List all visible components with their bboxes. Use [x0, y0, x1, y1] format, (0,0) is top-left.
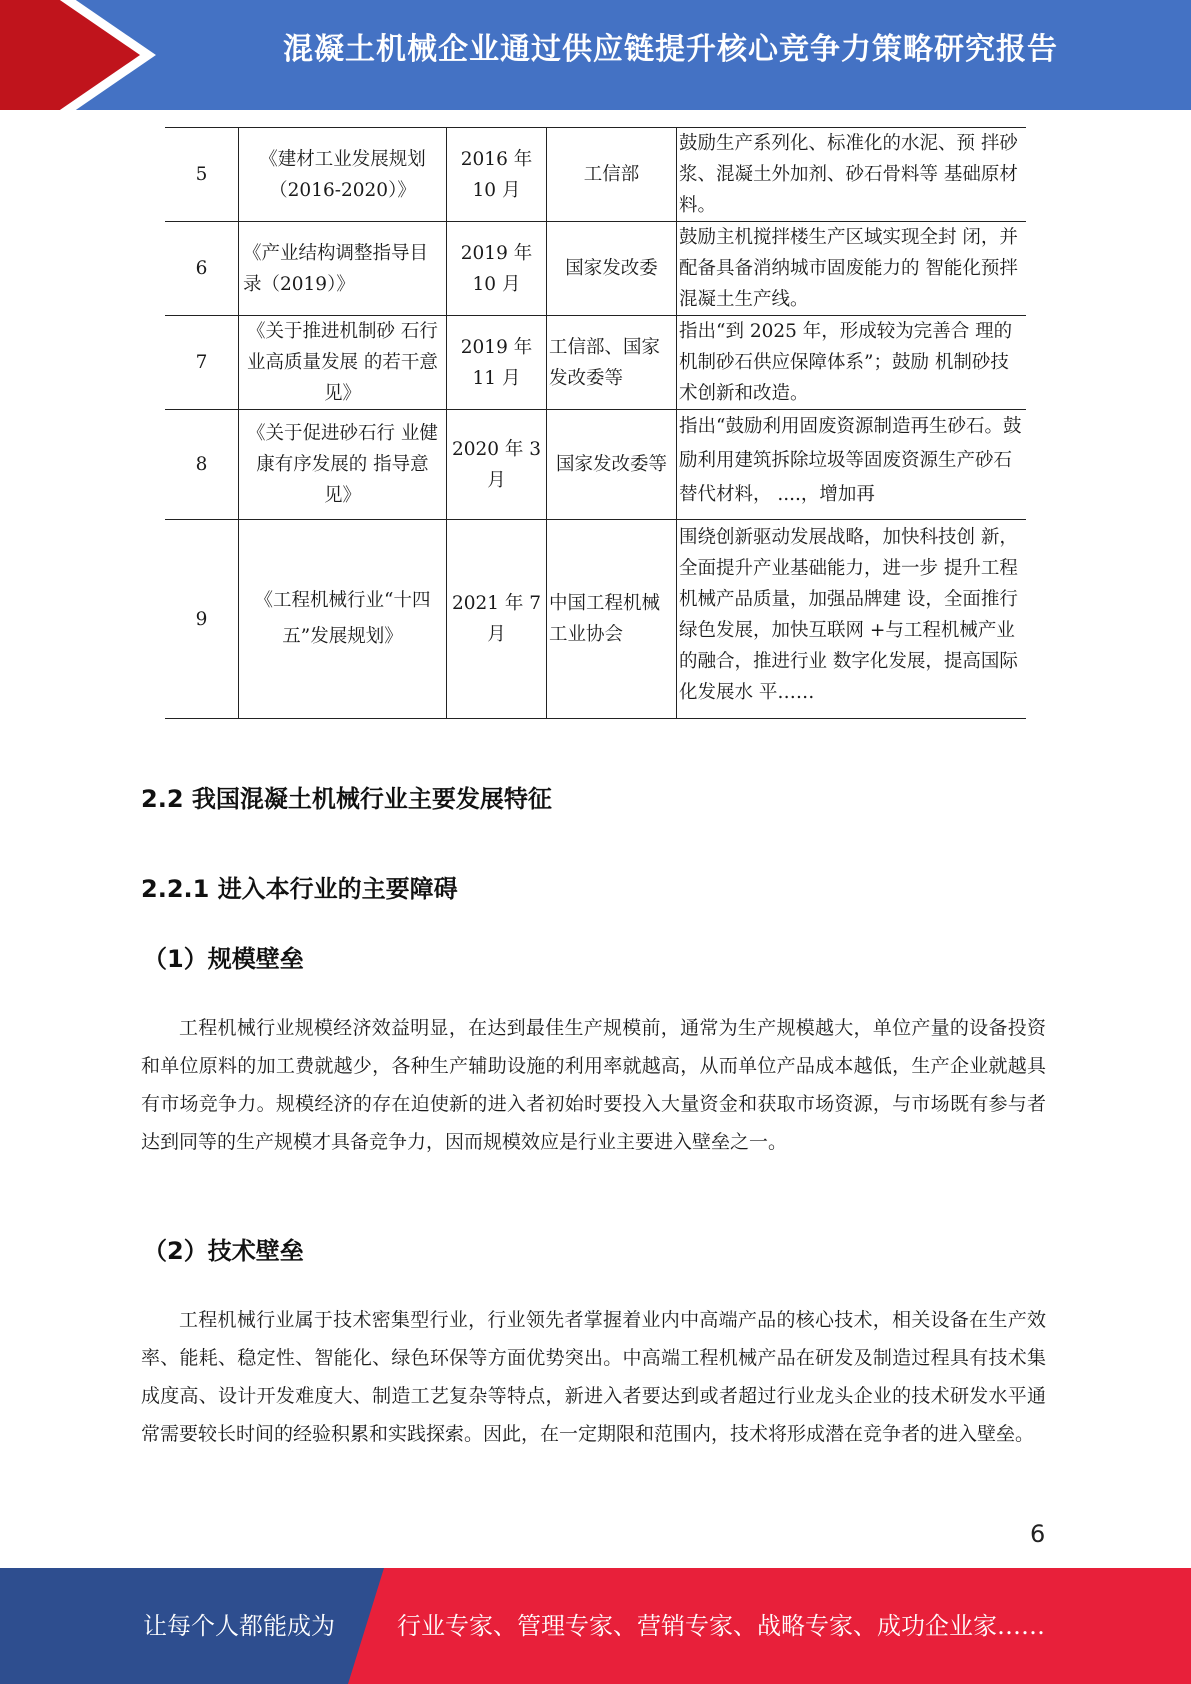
footer-slogan-right: 行业专家、管理专家、营销专家、战略专家、成功企业家……: [397, 1612, 1045, 1640]
page-header: [0, 0, 1191, 110]
policy-name: 《关于促进砂石行 业健康有序发展的 指导意见》: [239, 410, 447, 520]
paragraph-tech-barrier: 工程机械行业属于技术密集型行业，行业领先者掌握着业内中高端产品的核心技术，相关设备在生产效率、能耗、稳定性、智能化、绿色环保等方面优势突出。中高端工程机械产品在研发及制造过程具有技术集成度高、设计开发难度大、制造工艺复杂等特点，新进入者要达到或者超过行业龙头企业的技术研发水平通常需要较长时间的经验积累和实践探索。因此，在一定期限和范围内，技术将形成潜在竞争者的进入壁垒。: [141, 1309, 1046, 1445]
page-footer: [0, 1568, 1191, 1684]
table-row: [165, 128, 1026, 222]
row-number: 7: [165, 316, 239, 410]
row-number: 6: [165, 222, 239, 316]
policy-date: 2019 年 10 月: [447, 222, 547, 316]
item-heading-tech-barrier: （2）技术壁垒: [143, 1237, 304, 1265]
policy-date: 2021 年 7 月: [447, 520, 547, 719]
policy-description: 指出“鼓励利用固废资源制造再生砂石。鼓励利用建筑拆除垃圾等固废资源生产砂石替代材料， ....，增加再: [677, 410, 1027, 520]
table-row: [165, 222, 1026, 316]
policy-description: 鼓励主机搅拌楼生产区域实现全封 闭，并配备具备消纳城市固废能力的 智能化预拌混凝土生产线。: [677, 222, 1027, 316]
policy-table: [165, 127, 1026, 719]
policy-name: 《工程机械行业“十四五”发展规划》: [239, 520, 447, 719]
report-title: 混凝土机械企业通过供应链提升核心竞争力策略研究报告: [283, 32, 1058, 67]
footer-slogan-left: 让每个人都能成为: [143, 1612, 335, 1640]
policy-department: 国家发改委: [547, 222, 677, 316]
table-row: [165, 520, 1026, 719]
policy-name: 《建材工业发展规划（2016-2020）》: [239, 128, 447, 222]
policy-department: 国家发改委等: [547, 410, 677, 520]
page-number: 6: [1030, 1520, 1046, 1548]
policy-department: 中国工程机械工业协会: [547, 520, 677, 719]
policy-description: 指出“到 2025 年，形成较为完善合 理的机制砂石供应保障体系”；鼓励 机制砂技术创新和改造。: [677, 316, 1027, 410]
policy-description: 围绕创新驱动发展战略，加快科技创 新，全面提升产业基础能力，进一步 提升工程机械产品质量，加强品牌建 设，全面推行绿色发展，加快互联网 +与工程机械产业的融合，推进行业 数字化发展，提高国际化发展水 平……: [677, 520, 1027, 719]
row-number: 8: [165, 410, 239, 520]
policy-date: 2019 年 11 月: [447, 316, 547, 410]
policy-name: 《产业结构调整指导目录（2019）》: [239, 222, 447, 316]
policy-date: 2020 年 3 月: [447, 410, 547, 520]
section-heading: 2.2 我国混凝土机械行业主要发展特征: [141, 785, 552, 813]
item-heading-scale-barrier: （1）规模壁垒: [143, 945, 304, 973]
policy-department: 工信部、国家发改委等: [547, 316, 677, 410]
row-number: 5: [165, 128, 239, 222]
policy-date: 2016 年 10 月: [447, 128, 547, 222]
paragraph-scale-barrier: 工程机械行业规模经济效益明显，在达到最佳生产规模前，通常为生产规模越大，单位产量的设备投资和单位原料的加工费就越少，各种生产辅助设施的利用率就越高，从而单位产品成本越低，生产企业就越具有市场竞争力。规模经济的存在迫使新的进入者初始时要投入大量资金和获取市场资源，与市场既有参与者达到同等的生产规模才具备竞争力，因而规模效应是行业主要进入壁垒之一。: [141, 1017, 1046, 1153]
policy-department: 工信部: [547, 128, 677, 222]
row-number: 9: [165, 520, 239, 719]
policy-description: 鼓励生产系列化、标准化的水泥、预 拌砂浆、混凝土外加剂、砂石骨料等 基础原材料。: [677, 128, 1027, 222]
table-row: [165, 410, 1026, 520]
table-row: [165, 316, 1026, 410]
subsection-heading: 2.2.1 进入本行业的主要障碍: [141, 875, 458, 903]
policy-name: 《关于推进机制砂 石行业高质量发展 的若干意见》: [239, 316, 447, 410]
